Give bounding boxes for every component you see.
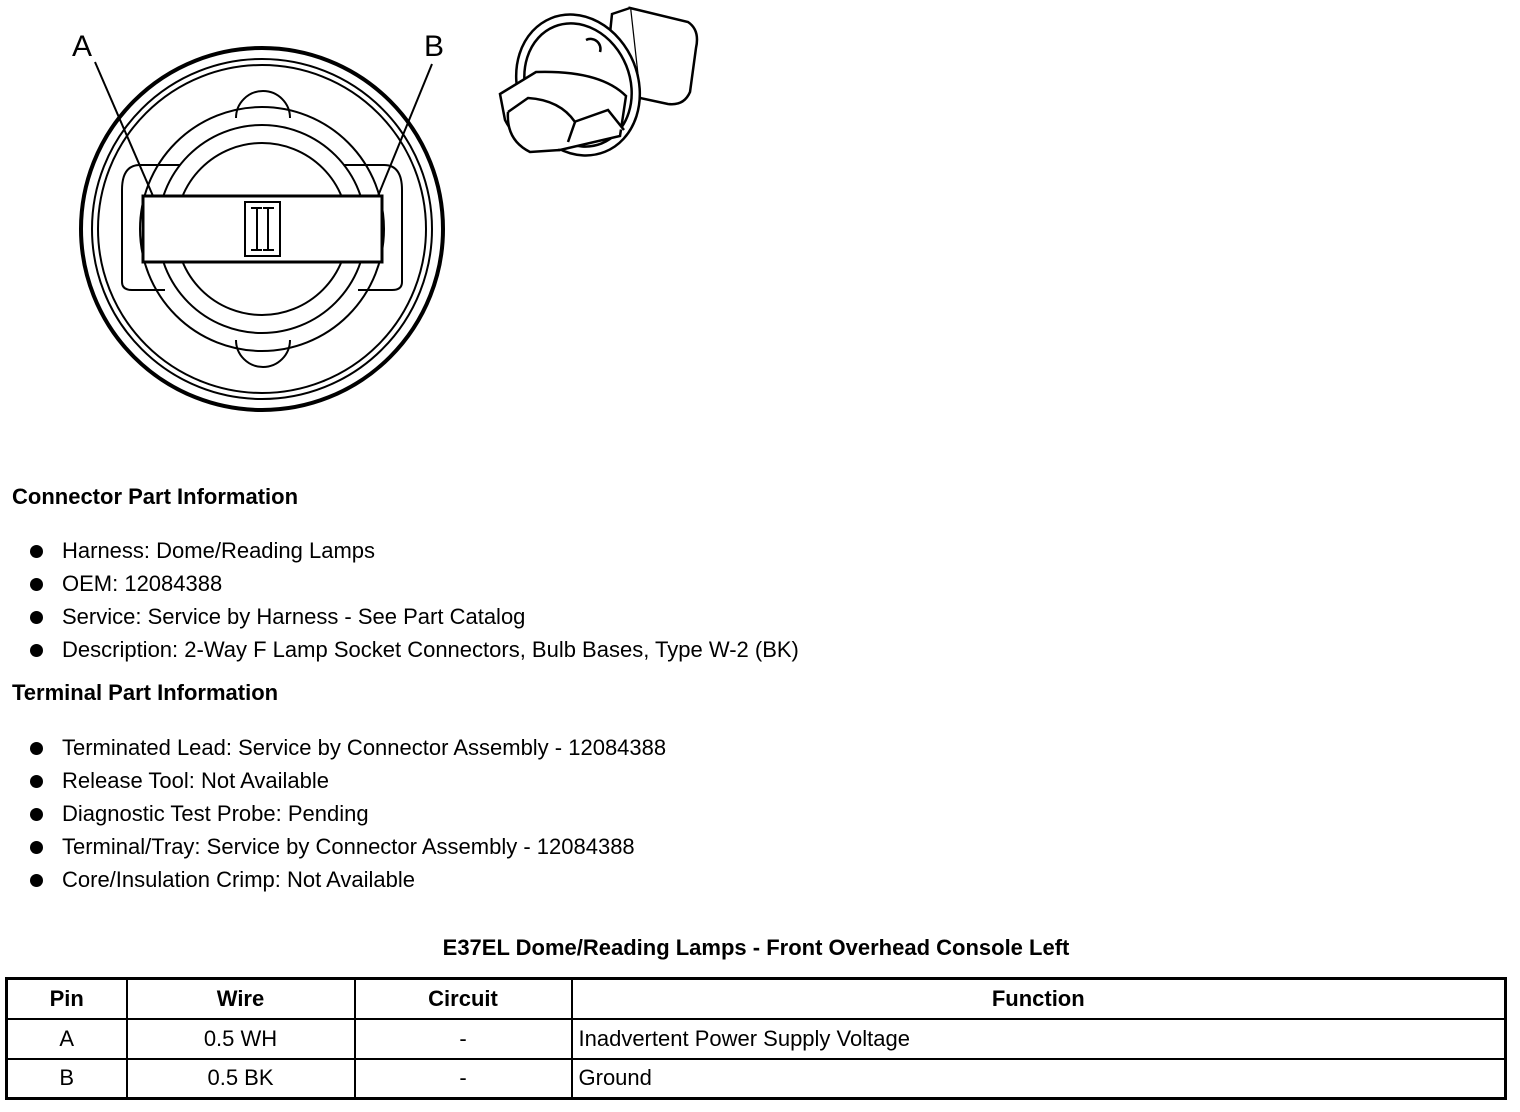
table-title: E37EL Dome/Reading Lamps - Front Overhead Console Left: [442, 935, 1070, 960]
list-item: Terminal/Tray: Service by Connector Assembly - 12084388: [28, 830, 666, 863]
list-item: Core/Insulation Crimp: Not Available: [28, 863, 666, 896]
bullet-icon: [30, 545, 43, 558]
list-item: Harness: Dome/Reading Lamps: [28, 534, 799, 567]
cell-circuit: -: [355, 1059, 572, 1099]
list-item: Terminated Lead: Service by Connector Assembly - 12084388: [28, 731, 666, 764]
pin-label-a: A: [72, 30, 93, 63]
socket-isometric-view: [495, 0, 697, 174]
cell-function: Inadvertent Power Supply Voltage: [572, 1019, 1506, 1059]
cell-circuit: -: [355, 1019, 572, 1059]
column-header-pin: Pin: [7, 979, 127, 1019]
bullet-icon: [30, 644, 43, 657]
terminal-info-list: [28, 731, 666, 896]
cell-function: Ground: [572, 1059, 1506, 1099]
column-header-function: Function: [572, 979, 1506, 1019]
bullet-icon: [30, 611, 43, 624]
bullet-icon: [30, 808, 43, 821]
pin-label-b: B: [424, 30, 445, 63]
table-header-row: [7, 979, 1506, 1019]
column-header-wire: Wire: [127, 979, 355, 1019]
table-row: [7, 1059, 1506, 1099]
cell-pin: B: [7, 1059, 127, 1099]
connector-illustration: [0, 0, 740, 440]
table-row: [7, 1019, 1506, 1059]
bullet-icon: [30, 742, 43, 755]
connector-info-heading: Connector Part Information: [12, 484, 299, 509]
connector-info-list: [28, 534, 799, 666]
list-item: Release Tool: Not Available: [28, 764, 666, 797]
list-item: Description: 2-Way F Lamp Socket Connectors, Bulb Bases, Type W-2 (BK): [28, 633, 799, 666]
bullet-icon: [30, 841, 43, 854]
cell-pin: A: [7, 1019, 127, 1059]
list-item: Service: Service by Harness - See Part Catalog: [28, 600, 799, 633]
terminal-info-heading: Terminal Part Information: [12, 680, 279, 705]
connector-face-view: [81, 48, 443, 410]
pinout-table: [5, 977, 1507, 1100]
list-item: Diagnostic Test Probe: Pending: [28, 797, 666, 830]
cell-wire: 0.5 WH: [127, 1019, 355, 1059]
list-item: OEM: 12084388: [28, 567, 799, 600]
column-header-circuit: Circuit: [355, 979, 572, 1019]
bullet-icon: [30, 874, 43, 887]
cell-wire: 0.5 BK: [127, 1059, 355, 1099]
bullet-icon: [30, 578, 43, 591]
bullet-icon: [30, 775, 43, 788]
